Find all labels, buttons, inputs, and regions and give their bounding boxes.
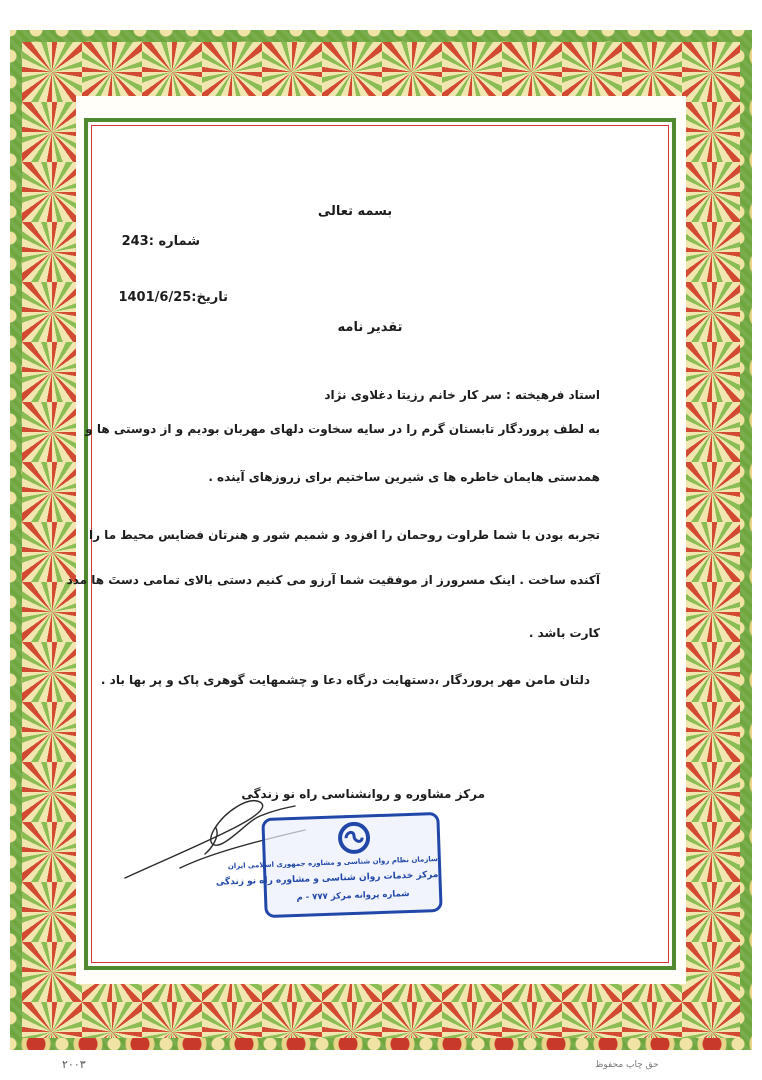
stamp-line-1: سازمان نظام روان شناسی و مشاوره جمهوری اسلامی ایران: [227, 855, 438, 871]
paragraph-line-2: همدستی هایمان خاطره ها ی شیرین ساختیم برای زروزهای آینده .: [208, 470, 600, 484]
paragraph-line-4: آکنده ساخت . اینک مسرورز از موفقیت شما آرزو می کنیم دستی بالای تمامی دستَ ها مدد: [66, 573, 600, 587]
paragraph-line-6: دلتان مامن مهر پروردگار ،دستهایت درگاه دعا و چشمهایت گوهری پاک و پر بها باد .: [100, 673, 590, 687]
official-stamp: [215, 812, 442, 918]
number-value: 243: [121, 234, 149, 249]
signatory: مرکز مشاوره و روانشناسی راه نو زندگی: [241, 787, 485, 801]
date-label: تاریخ:: [191, 290, 228, 305]
paragraph-line-3: تجربه بودن با شما طراوت روحمان را افزود و شمیم شور و هنرتان فضایس محیط ما را: [88, 528, 600, 542]
document-title: تقدیر نامه: [337, 320, 403, 335]
number-label: شماره :: [148, 234, 200, 249]
invocation: بسمه تعالی: [317, 204, 393, 219]
stamp-line-3: شماره پروانه مرکز ۷۷۷ - م: [296, 889, 410, 903]
salutation: استاد فرهیخته : سر کار خانم رزیتا دغلاوی نژاد: [324, 388, 600, 402]
footer-left-code: ۲۰۰۳: [62, 1058, 86, 1071]
stamp-line-2: مرکز خدمات روان شناسی و مشاوره راه نو زندگی: [215, 869, 439, 888]
stamp-emblem-icon: [334, 821, 375, 854]
number-line: [120, 234, 200, 249]
date-value: 1401/6/25: [118, 290, 192, 305]
footer-right-note: حق چاپ محفوظ: [595, 1060, 659, 1070]
date-line: [118, 290, 228, 305]
paragraph-line-1: به لطف پروردگار تابستان گرم را در سایه سخاوت دلهای مهربان بودیم و از دوستی ها و: [85, 422, 600, 436]
paragraph-line-5: کارت باشد .: [528, 626, 600, 640]
